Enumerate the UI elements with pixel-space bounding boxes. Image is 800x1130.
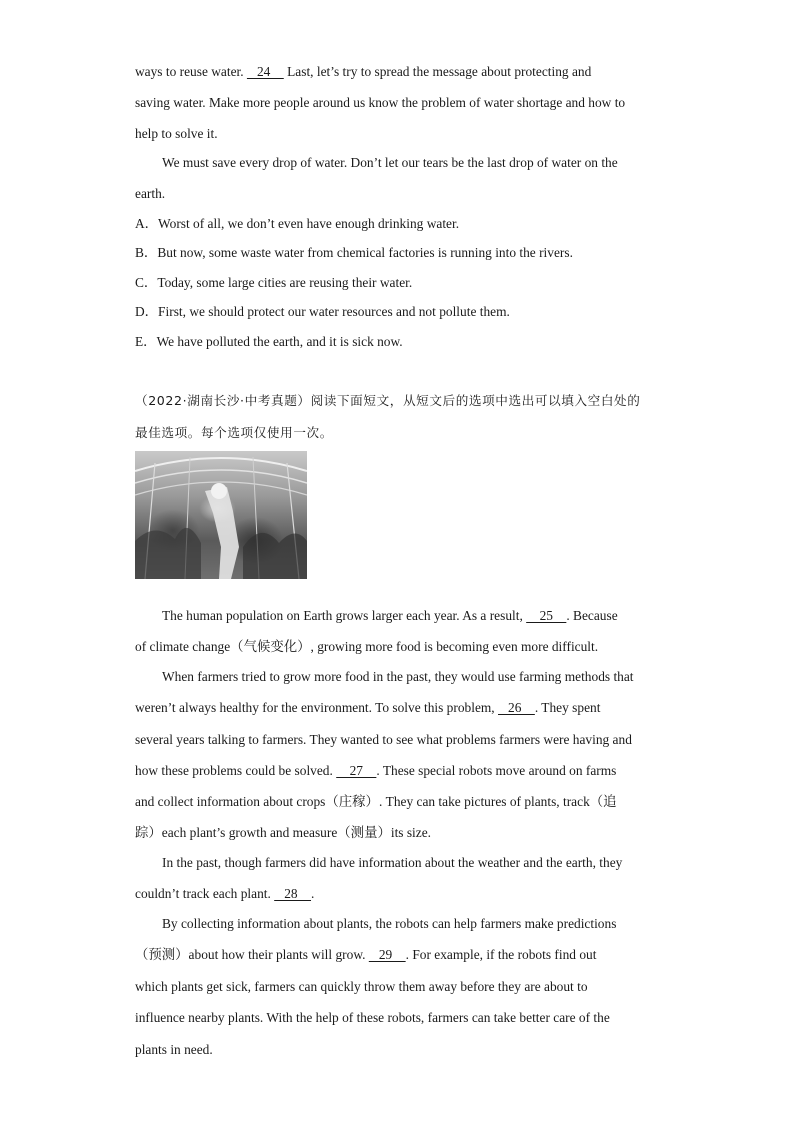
passage1-line-3: help to solve it. <box>135 126 218 141</box>
text-segment: . These special robots move around on farms <box>376 763 617 778</box>
blank-25: 25 <box>526 608 567 623</box>
passage2-line-14: influence nearby plants. With the help of these robots, farmers can take better care of the <box>135 1010 610 1025</box>
option-e: E．We have polluted the earth, and it is sick now. <box>135 334 403 349</box>
passage2-line-2: of climate change（气候变化）, growing more food is becoming even more difficult. <box>135 639 599 654</box>
passage2-line-4 <box>135 700 600 716</box>
passage1-line-5: earth. <box>135 186 166 201</box>
passage2-line-7: and collect information about crops（庄稼）. They can take pictures of plants, track（追 <box>135 794 617 809</box>
text-segment: （预测）about how their plants will grow. <box>135 947 369 962</box>
passage1-line-4: We must save every drop of water. Don’t let our tears be the last drop of water on the <box>162 155 618 170</box>
passage2-line-6 <box>135 763 616 779</box>
option-b: B．But now, some waste water from chemical factories is running into the rivers. <box>135 245 573 260</box>
passage2-line-9: In the past, though farmers did have information about the weather and the earth, they <box>162 855 623 870</box>
text-segment: ways to reuse water. <box>135 64 247 79</box>
text-segment: . Because <box>566 608 618 623</box>
robot-greenhouse-photo <box>135 451 307 579</box>
question-header-line-1: （2022·湖南长沙·中考真题）阅读下面短文，从短文后的选项中选出可以填入空白处的 <box>135 393 641 408</box>
greenhouse-frame-icon <box>135 451 307 579</box>
blank-26: 26 <box>498 700 535 715</box>
text-segment: how these problems could be solved. <box>135 763 337 778</box>
passage2-line-12 <box>135 947 596 963</box>
text-segment: . They spent <box>534 700 601 715</box>
passage1-line-2: saving water. Make more people around us know the problem of water shortage and how to <box>135 95 626 110</box>
passage2-line-11: By collecting information about plants, the robots can help farmers make predictions <box>162 916 617 931</box>
text-segment: . For example, if the robots find out <box>405 947 597 962</box>
option-c: C．Today, some large cities are reusing their water. <box>135 275 413 290</box>
blank-29: 29 <box>368 947 406 962</box>
passage2-line-13: which plants get sick, farmers can quickly throw them away before they are about to <box>135 979 588 994</box>
passage2-line-3: When farmers tried to grow more food in the past, they would use farming methods that <box>162 669 634 684</box>
passage2-line-10 <box>135 886 314 902</box>
blank-27: 27 <box>336 763 377 778</box>
text-segment: weren’t always healthy for the environment. To solve this problem, <box>135 700 499 715</box>
passage1-line-1 <box>135 64 591 80</box>
passage2-line-5: several years talking to farmers. They wanted to see what problems farmers were having and <box>135 732 632 747</box>
passage2-line-8: 踪）each plant’s growth and measure（测量）its size. <box>135 825 432 840</box>
text-segment: Last, let’s try to spread the message about protecting and <box>283 64 592 79</box>
question-header-line-2: 最佳选项。每个选项仅使用一次。 <box>135 425 333 440</box>
text-segment: The human population on Earth grows larger each year. As a result, <box>162 608 527 623</box>
text-segment: . <box>311 886 315 901</box>
option-d: D．First, we should protect our water resources and not pollute them. <box>135 304 510 319</box>
passage2-line-15: plants in need. <box>135 1042 213 1057</box>
text-segment: couldn’t track each plant. <box>135 886 275 901</box>
blank-28: 28 <box>274 886 312 901</box>
passage2-line-1 <box>162 608 618 624</box>
blank-24: 24 <box>246 64 284 79</box>
option-a: A．Worst of all, we don’t even have enough drinking water. <box>135 216 460 231</box>
